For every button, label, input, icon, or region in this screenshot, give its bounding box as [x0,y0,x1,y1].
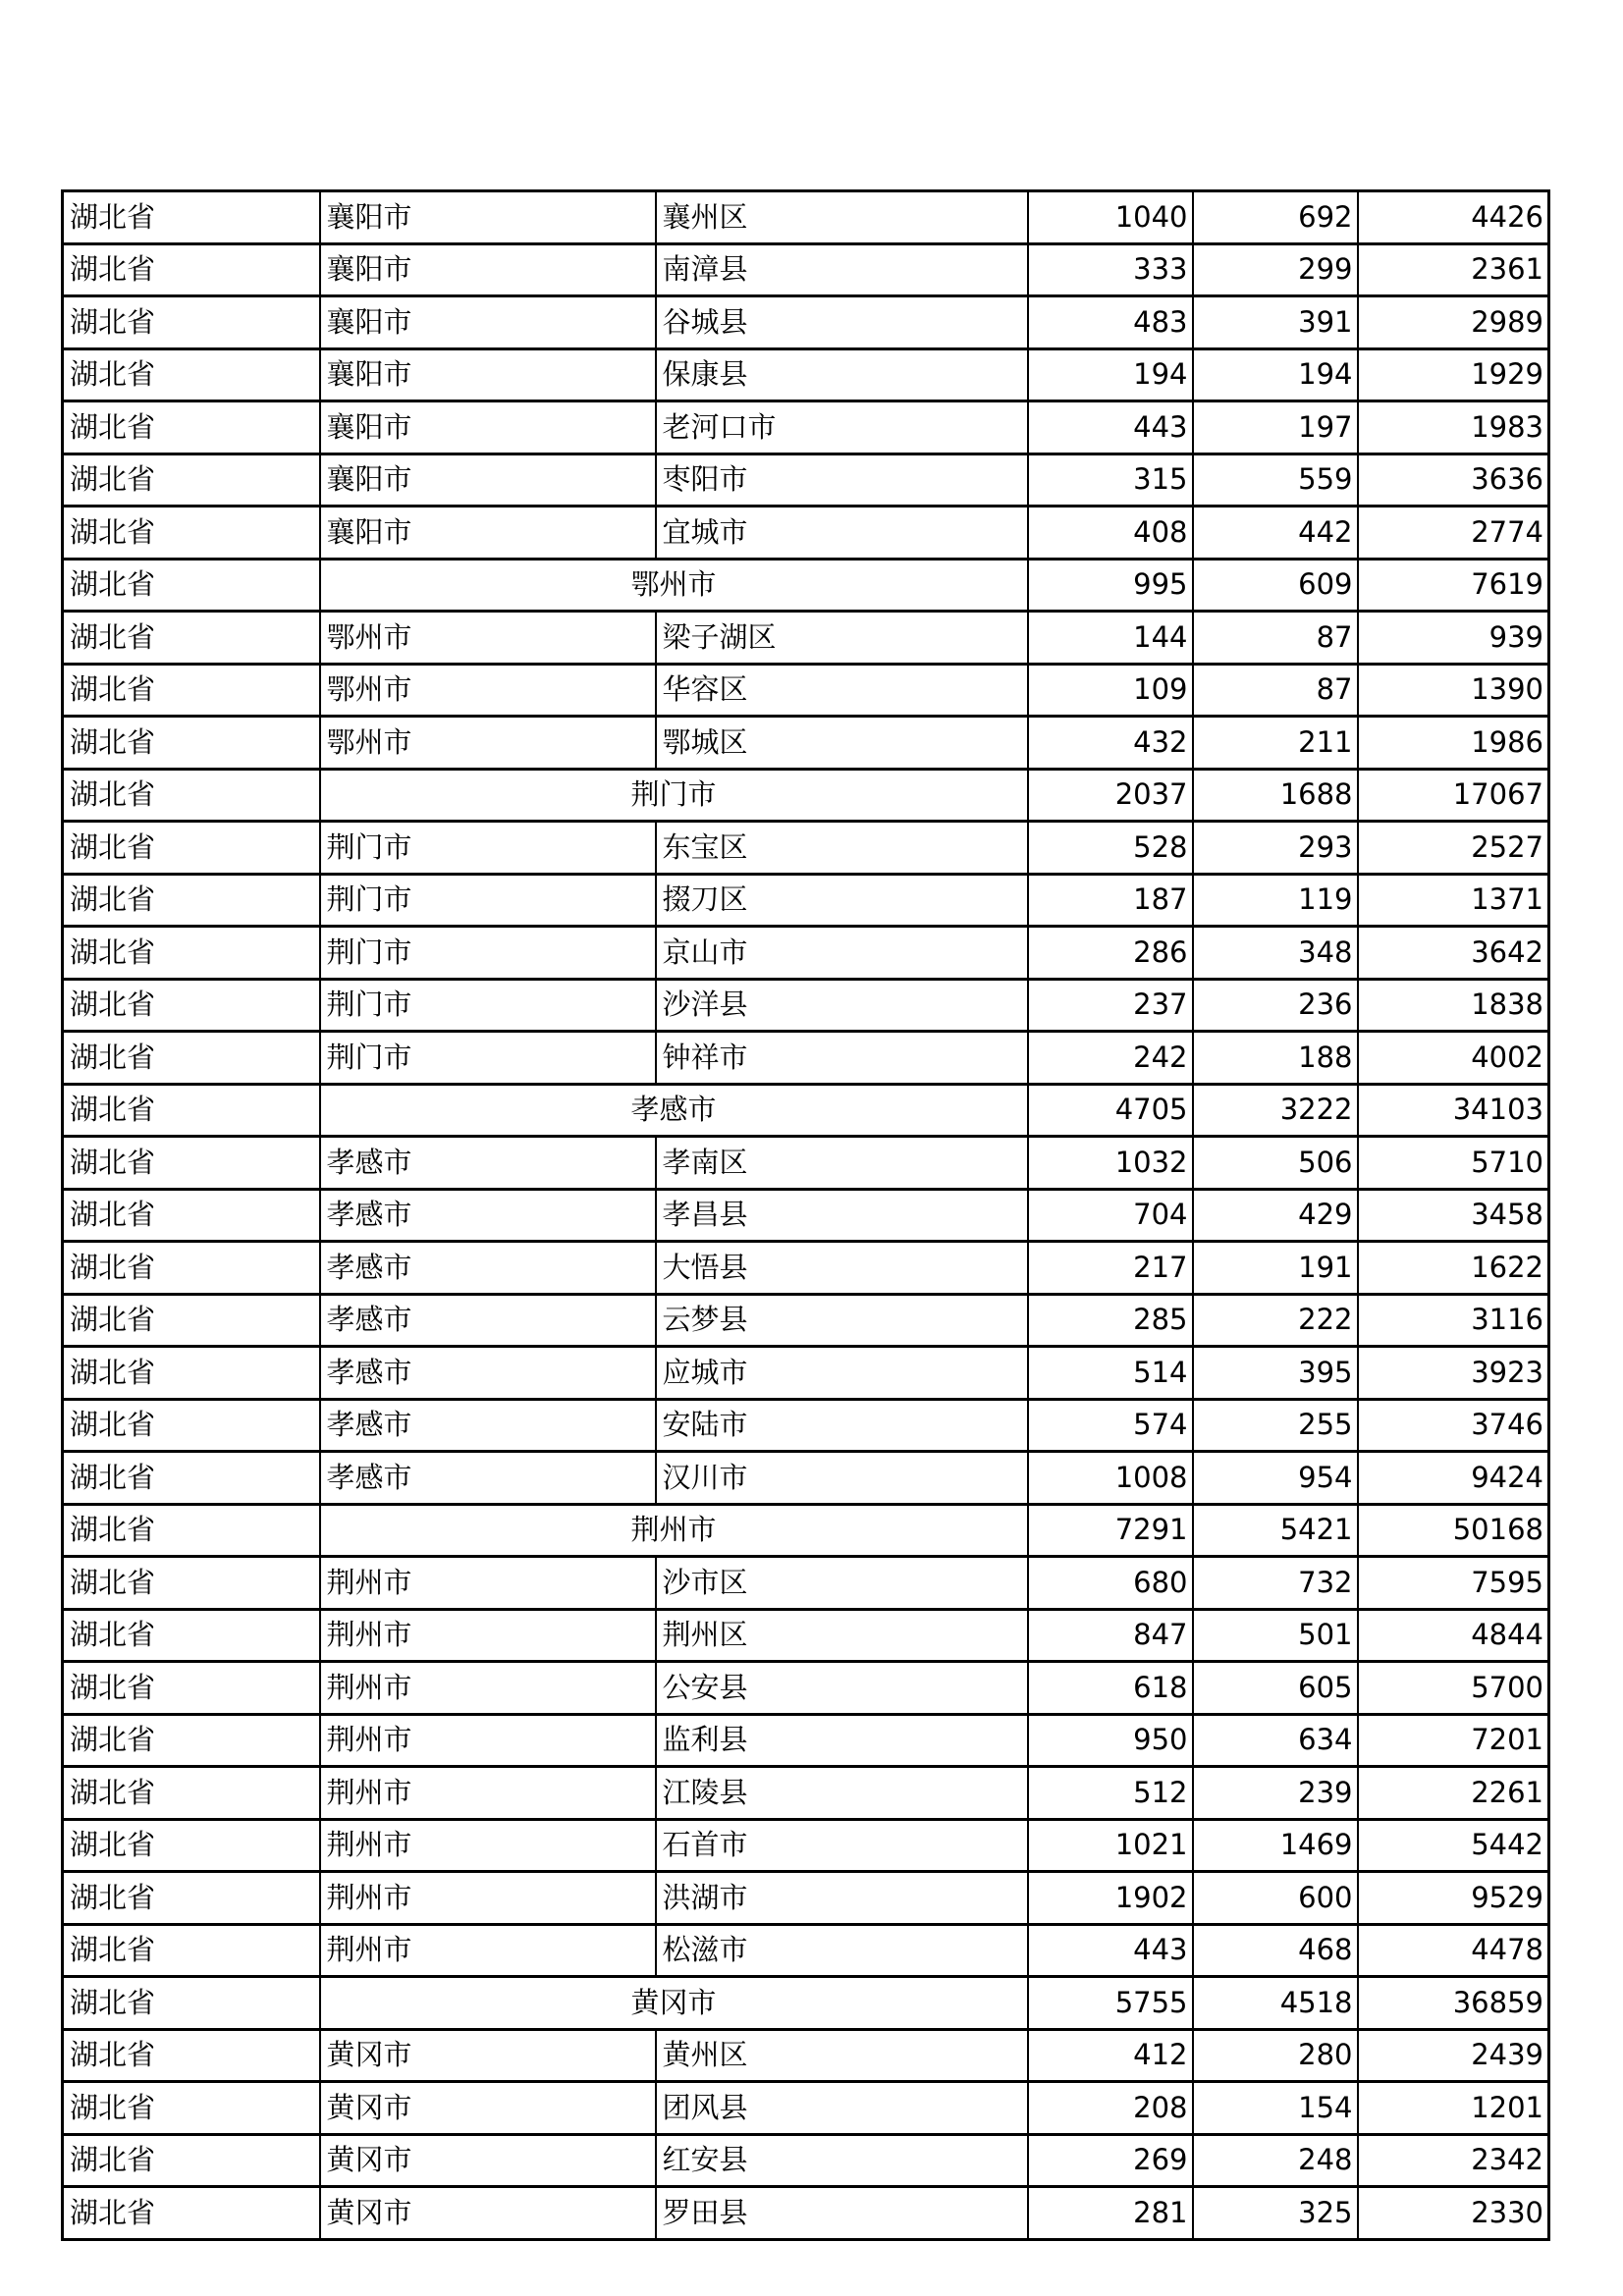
value-1-cell: 5755 [1028,1977,1193,2030]
city-total-row [63,1977,1549,2030]
table-row [63,1137,1549,1190]
value-1-cell: 109 [1028,664,1193,717]
table-row [63,979,1549,1032]
value-3-cell: 1929 [1358,348,1549,401]
value-3-cell: 2774 [1358,507,1549,560]
city-cell: 黄冈市 [320,2134,656,2187]
value-1-cell: 208 [1028,2082,1193,2135]
value-3-cell: 2342 [1358,2134,1549,2187]
city-cell: 荆门市 [320,979,656,1032]
table-row [63,243,1549,296]
value-1-cell: 281 [1028,2187,1193,2240]
district-cell: 松滋市 [656,1924,1028,1977]
value-1-cell: 512 [1028,1767,1193,1820]
value-3-cell: 50168 [1358,1504,1549,1557]
value-2-cell: 4518 [1193,1977,1358,2030]
value-2-cell: 732 [1193,1557,1358,1610]
value-1-cell: 1008 [1028,1452,1193,1505]
city-cell: 孝感市 [320,1137,656,1190]
value-3-cell: 7619 [1358,559,1549,612]
province-cell: 湖北省 [63,2029,320,2082]
district-cell: 团风县 [656,2082,1028,2135]
value-3-cell: 2989 [1358,296,1549,349]
table-row [63,1294,1549,1347]
value-3-cell: 1986 [1358,717,1549,770]
value-2-cell: 87 [1193,612,1358,665]
statistics-table [61,189,1550,2241]
value-3-cell: 2261 [1358,1767,1549,1820]
city-cell: 孝感市 [320,1347,656,1400]
district-cell: 东宝区 [656,822,1028,875]
value-2-cell: 600 [1193,1872,1358,1925]
province-cell: 湖北省 [63,507,320,560]
district-cell: 荆州区 [656,1609,1028,1662]
table-row [63,2187,1549,2240]
province-cell: 湖北省 [63,717,320,770]
province-cell: 湖北省 [63,1662,320,1715]
city-cell: 襄阳市 [320,507,656,560]
district-cell: 枣阳市 [656,454,1028,507]
city-cell: 荆门市 [320,1032,656,1085]
district-cell: 江陵县 [656,1767,1028,1820]
table-row [63,664,1549,717]
province-cell: 湖北省 [63,296,320,349]
province-cell: 湖北省 [63,2082,320,2135]
value-2-cell: 211 [1193,717,1358,770]
value-2-cell: 634 [1193,1714,1358,1767]
value-2-cell: 954 [1193,1452,1358,1505]
value-1-cell: 618 [1028,1662,1193,1715]
value-3-cell: 2439 [1358,2029,1549,2082]
city-total-row [63,1084,1549,1137]
district-cell: 掇刀区 [656,874,1028,927]
district-cell: 公安县 [656,1662,1028,1715]
district-cell: 华容区 [656,664,1028,717]
city-cell: 荆门市 [320,822,656,875]
province-cell: 湖北省 [63,348,320,401]
table-row [63,2029,1549,2082]
province-cell: 湖北省 [63,559,320,612]
value-3-cell: 34103 [1358,1084,1549,1137]
province-cell: 湖北省 [63,1294,320,1347]
city-total-row [63,559,1549,612]
province-cell: 湖北省 [63,2134,320,2187]
province-cell: 湖北省 [63,612,320,665]
value-1-cell: 574 [1028,1399,1193,1452]
value-2-cell: 501 [1193,1609,1358,1662]
value-2-cell: 429 [1193,1189,1358,1242]
city-cell: 荆门市 [320,874,656,927]
table-row [63,2134,1549,2187]
province-cell: 湖北省 [63,401,320,454]
value-1-cell: 432 [1028,717,1193,770]
value-1-cell: 443 [1028,401,1193,454]
city-cell: 荆州市 [320,1662,656,1715]
province-cell: 湖北省 [63,1032,320,1085]
district-cell: 汉川市 [656,1452,1028,1505]
district-cell: 安陆市 [656,1399,1028,1452]
province-cell: 湖北省 [63,1504,320,1557]
value-1-cell: 144 [1028,612,1193,665]
value-2-cell: 194 [1193,348,1358,401]
value-3-cell: 1371 [1358,874,1549,927]
value-1-cell: 217 [1028,1242,1193,1295]
value-2-cell: 1688 [1193,769,1358,822]
value-1-cell: 514 [1028,1347,1193,1400]
value-3-cell: 9529 [1358,1872,1549,1925]
district-cell: 孝昌县 [656,1189,1028,1242]
value-2-cell: 468 [1193,1924,1358,1977]
district-cell: 监利县 [656,1714,1028,1767]
value-1-cell: 7291 [1028,1504,1193,1557]
table-row [63,1767,1549,1820]
value-3-cell: 3458 [1358,1189,1549,1242]
province-cell: 湖北省 [63,1609,320,1662]
city-cell: 荆州市 [320,1557,656,1610]
city-cell: 荆州市 [320,1924,656,1977]
city-cell: 荆州市 [320,1714,656,1767]
value-3-cell: 4002 [1358,1032,1549,1085]
province-cell: 湖北省 [63,1399,320,1452]
value-2-cell: 188 [1193,1032,1358,1085]
value-3-cell: 5442 [1358,1819,1549,1872]
city-cell: 黄冈市 [320,2029,656,2082]
city-cell: 襄阳市 [320,243,656,296]
province-cell: 湖北省 [63,1819,320,1872]
table-row [63,1189,1549,1242]
city-cell: 孝感市 [320,1242,656,1295]
city-cell: 襄阳市 [320,454,656,507]
city-total-row [63,769,1549,822]
value-3-cell: 9424 [1358,1452,1549,1505]
value-3-cell: 1838 [1358,979,1549,1032]
value-1-cell: 1021 [1028,1819,1193,1872]
table-row [63,1714,1549,1767]
value-2-cell: 119 [1193,874,1358,927]
city-total-cell: 荆州市 [320,1504,1028,1557]
value-2-cell: 87 [1193,664,1358,717]
value-3-cell: 7595 [1358,1557,1549,1610]
province-cell: 湖北省 [63,1137,320,1190]
value-2-cell: 391 [1193,296,1358,349]
value-2-cell: 239 [1193,1767,1358,1820]
province-cell: 湖北省 [63,2187,320,2240]
province-cell: 湖北省 [63,1714,320,1767]
value-2-cell: 442 [1193,507,1358,560]
table-row [63,191,1549,244]
value-3-cell: 2361 [1358,243,1549,296]
value-3-cell: 2527 [1358,822,1549,875]
table-row [63,1662,1549,1715]
table-row [63,1452,1549,1505]
city-cell: 孝感市 [320,1294,656,1347]
value-2-cell: 609 [1193,559,1358,612]
table-row [63,822,1549,875]
province-cell: 湖北省 [63,927,320,980]
value-3-cell: 17067 [1358,769,1549,822]
district-cell: 罗田县 [656,2187,1028,2240]
value-3-cell: 1622 [1358,1242,1549,1295]
value-2-cell: 325 [1193,2187,1358,2240]
district-cell: 谷城县 [656,296,1028,349]
table-row [63,507,1549,560]
district-cell: 宜城市 [656,507,1028,560]
table-row [63,927,1549,980]
table-row [63,348,1549,401]
value-3-cell: 3746 [1358,1399,1549,1452]
value-1-cell: 286 [1028,927,1193,980]
value-3-cell: 2330 [1358,2187,1549,2240]
value-3-cell: 3116 [1358,1294,1549,1347]
table-row [63,1924,1549,1977]
district-cell: 孝南区 [656,1137,1028,1190]
city-cell: 荆州市 [320,1609,656,1662]
district-cell: 保康县 [656,348,1028,401]
city-cell: 鄂州市 [320,612,656,665]
table-row [63,296,1549,349]
value-2-cell: 280 [1193,2029,1358,2082]
value-1-cell: 194 [1028,348,1193,401]
district-cell: 襄州区 [656,191,1028,244]
value-2-cell: 395 [1193,1347,1358,1400]
province-cell: 湖北省 [63,1347,320,1400]
value-2-cell: 692 [1193,191,1358,244]
value-3-cell: 939 [1358,612,1549,665]
province-cell: 湖北省 [63,1189,320,1242]
value-1-cell: 408 [1028,507,1193,560]
value-1-cell: 2037 [1028,769,1193,822]
province-cell: 湖北省 [63,454,320,507]
value-2-cell: 222 [1193,1294,1358,1347]
value-1-cell: 187 [1028,874,1193,927]
province-cell: 湖北省 [63,1557,320,1610]
value-2-cell: 299 [1193,243,1358,296]
province-cell: 湖北省 [63,1084,320,1137]
table-row [63,1032,1549,1085]
value-1-cell: 995 [1028,559,1193,612]
city-cell: 孝感市 [320,1399,656,1452]
city-total-cell: 孝感市 [320,1084,1028,1137]
value-3-cell: 4426 [1358,191,1549,244]
district-cell: 应城市 [656,1347,1028,1400]
value-2-cell: 348 [1193,927,1358,980]
table-row [63,1819,1549,1872]
table-row [63,401,1549,454]
district-cell: 梁子湖区 [656,612,1028,665]
table-row [63,1242,1549,1295]
district-cell: 京山市 [656,927,1028,980]
city-cell: 荆州市 [320,1767,656,1820]
city-cell: 襄阳市 [320,348,656,401]
value-3-cell: 5710 [1358,1137,1549,1190]
value-2-cell: 5421 [1193,1504,1358,1557]
value-3-cell: 36859 [1358,1977,1549,2030]
province-cell: 湖北省 [63,1977,320,2030]
city-cell: 荆州市 [320,1819,656,1872]
value-2-cell: 293 [1193,822,1358,875]
city-cell: 黄冈市 [320,2082,656,2135]
value-1-cell: 242 [1028,1032,1193,1085]
value-1-cell: 483 [1028,296,1193,349]
value-1-cell: 237 [1028,979,1193,1032]
value-3-cell: 1201 [1358,2082,1549,2135]
district-cell: 石首市 [656,1819,1028,1872]
table-body [63,191,1549,2240]
value-3-cell: 5700 [1358,1662,1549,1715]
province-cell: 湖北省 [63,979,320,1032]
value-2-cell: 1469 [1193,1819,1358,1872]
city-total-row [63,1504,1549,1557]
value-2-cell: 191 [1193,1242,1358,1295]
province-cell: 湖北省 [63,1242,320,1295]
province-cell: 湖北省 [63,191,320,244]
table-row [63,454,1549,507]
province-cell: 湖北省 [63,1872,320,1925]
city-total-cell: 荆门市 [320,769,1028,822]
value-1-cell: 333 [1028,243,1193,296]
table-row [63,874,1549,927]
province-cell: 湖北省 [63,874,320,927]
value-2-cell: 248 [1193,2134,1358,2187]
city-total-cell: 黄冈市 [320,1977,1028,2030]
district-cell: 老河口市 [656,401,1028,454]
city-cell: 襄阳市 [320,296,656,349]
province-cell: 湖北省 [63,243,320,296]
value-1-cell: 443 [1028,1924,1193,1977]
value-1-cell: 269 [1028,2134,1193,2187]
district-cell: 云梦县 [656,1294,1028,1347]
value-1-cell: 704 [1028,1189,1193,1242]
district-cell: 红安县 [656,2134,1028,2187]
district-cell: 大悟县 [656,1242,1028,1295]
value-1-cell: 4705 [1028,1084,1193,1137]
province-cell: 湖北省 [63,1924,320,1977]
table-row [63,1609,1549,1662]
value-2-cell: 506 [1193,1137,1358,1190]
district-cell: 钟祥市 [656,1032,1028,1085]
city-cell: 鄂州市 [320,717,656,770]
value-1-cell: 315 [1028,454,1193,507]
value-2-cell: 3222 [1193,1084,1358,1137]
city-total-cell: 鄂州市 [320,559,1028,612]
province-cell: 湖北省 [63,1452,320,1505]
table-row [63,1872,1549,1925]
province-cell: 湖北省 [63,664,320,717]
value-1-cell: 285 [1028,1294,1193,1347]
value-3-cell: 3636 [1358,454,1549,507]
table-row [63,612,1549,665]
value-2-cell: 236 [1193,979,1358,1032]
table-row [63,1557,1549,1610]
value-1-cell: 412 [1028,2029,1193,2082]
value-3-cell: 1390 [1358,664,1549,717]
district-cell: 沙洋县 [656,979,1028,1032]
value-2-cell: 197 [1193,401,1358,454]
city-cell: 黄冈市 [320,2187,656,2240]
value-1-cell: 1032 [1028,1137,1193,1190]
table-row [63,2082,1549,2135]
value-3-cell: 4478 [1358,1924,1549,1977]
value-1-cell: 950 [1028,1714,1193,1767]
value-3-cell: 4844 [1358,1609,1549,1662]
city-cell: 鄂州市 [320,664,656,717]
city-cell: 孝感市 [320,1189,656,1242]
province-cell: 湖北省 [63,822,320,875]
value-3-cell: 3923 [1358,1347,1549,1400]
value-1-cell: 1902 [1028,1872,1193,1925]
value-3-cell: 7201 [1358,1714,1549,1767]
province-cell: 湖北省 [63,769,320,822]
value-3-cell: 3642 [1358,927,1549,980]
city-cell: 荆门市 [320,927,656,980]
table-row [63,1347,1549,1400]
province-cell: 湖北省 [63,1767,320,1820]
value-1-cell: 528 [1028,822,1193,875]
district-cell: 黄州区 [656,2029,1028,2082]
district-cell: 南漳县 [656,243,1028,296]
district-cell: 洪湖市 [656,1872,1028,1925]
value-1-cell: 847 [1028,1609,1193,1662]
value-2-cell: 255 [1193,1399,1358,1452]
table-row [63,1399,1549,1452]
value-2-cell: 154 [1193,2082,1358,2135]
city-cell: 襄阳市 [320,401,656,454]
table-row [63,717,1549,770]
value-2-cell: 559 [1193,454,1358,507]
city-cell: 襄阳市 [320,191,656,244]
district-cell: 鄂城区 [656,717,1028,770]
value-1-cell: 1040 [1028,191,1193,244]
city-cell: 孝感市 [320,1452,656,1505]
city-cell: 荆州市 [320,1872,656,1925]
district-cell: 沙市区 [656,1557,1028,1610]
value-2-cell: 605 [1193,1662,1358,1715]
value-3-cell: 1983 [1358,401,1549,454]
value-1-cell: 680 [1028,1557,1193,1610]
